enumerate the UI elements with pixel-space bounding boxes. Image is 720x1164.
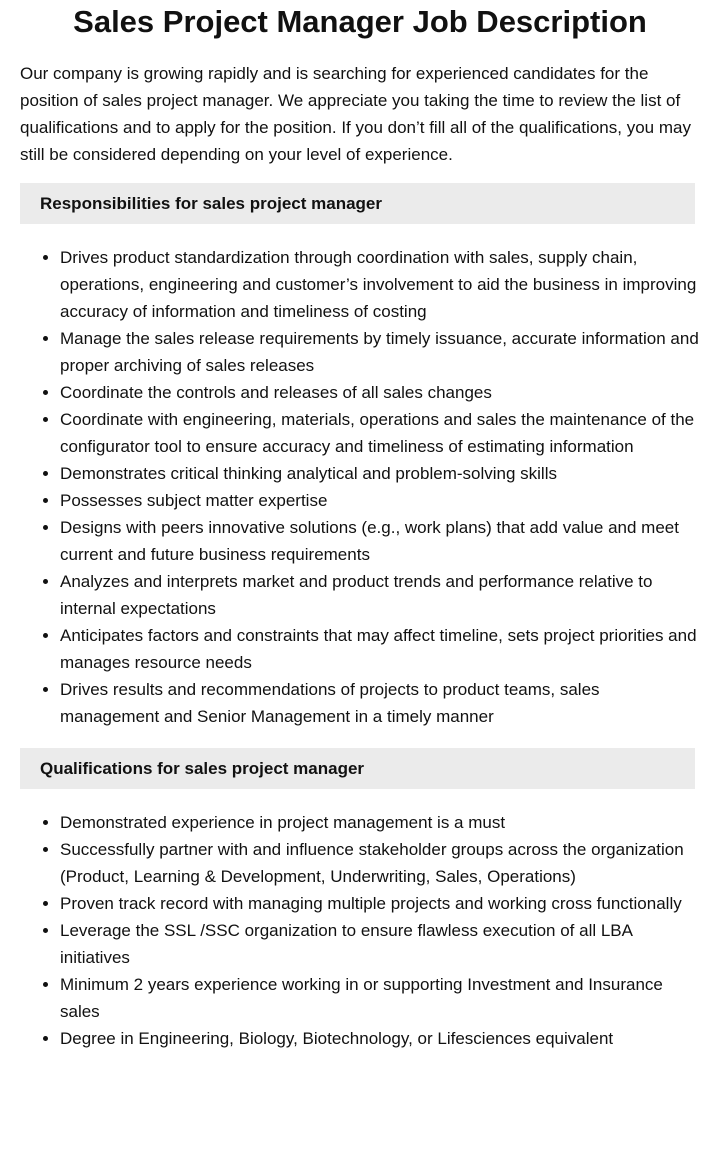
responsibilities-heading: Responsibilities for sales project manager (20, 183, 695, 224)
list-item: • Proven track record with managing multiple projects and working cross functionally (60, 890, 700, 917)
list-item: • Anticipates factors and constraints that may affect timeline, sets project priorities and manages resource needs (60, 622, 700, 676)
intro-paragraph: Our company is growing rapidly and is searching for experienced candidates for the position of sales project manager. We appreciate you taking the time to review the list of qualifications and to apply for the position. If you don’t fill all of the qualifications, you may still be considered depending on your level of experience. (20, 64, 691, 164)
list-item: • Drives product standardization through coordination with sales, supply chain, operations, engineering and customer’s involvement to aid the business in improving accuracy of information and timeliness of costing (60, 244, 700, 325)
list-item: • Possesses subject matter expertise (60, 487, 700, 514)
responsibilities-list (20, 244, 700, 730)
list-item: • Coordinate the controls and releases of all sales changes (60, 379, 700, 406)
list-item: • Drives results and recommendations of projects to product teams, sales management and Senior Management in a timely manner (60, 676, 700, 730)
list-item: • Manage the sales release requirements by timely issuance, accurate information and proper archiving of sales releases (60, 325, 700, 379)
page-title: Sales Project Manager Job Description (73, 4, 647, 39)
list-item: • Minimum 2 years experience working in or supporting Investment and Insurance sales (60, 971, 700, 1025)
qualifications-heading: Qualifications for sales project manager (20, 748, 695, 789)
list-item: • Designs with peers innovative solutions (e.g., work plans) that add value and meet current and future business requirements (60, 514, 700, 568)
list-item: • Demonstrates critical thinking analytical and problem-solving skills (60, 460, 700, 487)
qualifications-list (20, 809, 700, 1052)
list-item: • Leverage the SSL /SSC organization to ensure flawless execution of all LBA initiatives (60, 917, 700, 971)
list-item: • Demonstrated experience in project management is a must (60, 809, 700, 836)
list-item: • Successfully partner with and influence stakeholder groups across the organization (Product, Learning & Development, Underwriting, Sales, Operations) (60, 836, 700, 890)
list-item: • Coordinate with engineering, materials, operations and sales the maintenance of the configurator tool to ensure accuracy and timeliness of estimating information (60, 406, 700, 460)
list-item: • Degree in Engineering, Biology, Biotechnology, or Lifesciences equivalent (60, 1025, 700, 1052)
list-item: • Analyzes and interprets market and product trends and performance relative to internal expectations (60, 568, 700, 622)
